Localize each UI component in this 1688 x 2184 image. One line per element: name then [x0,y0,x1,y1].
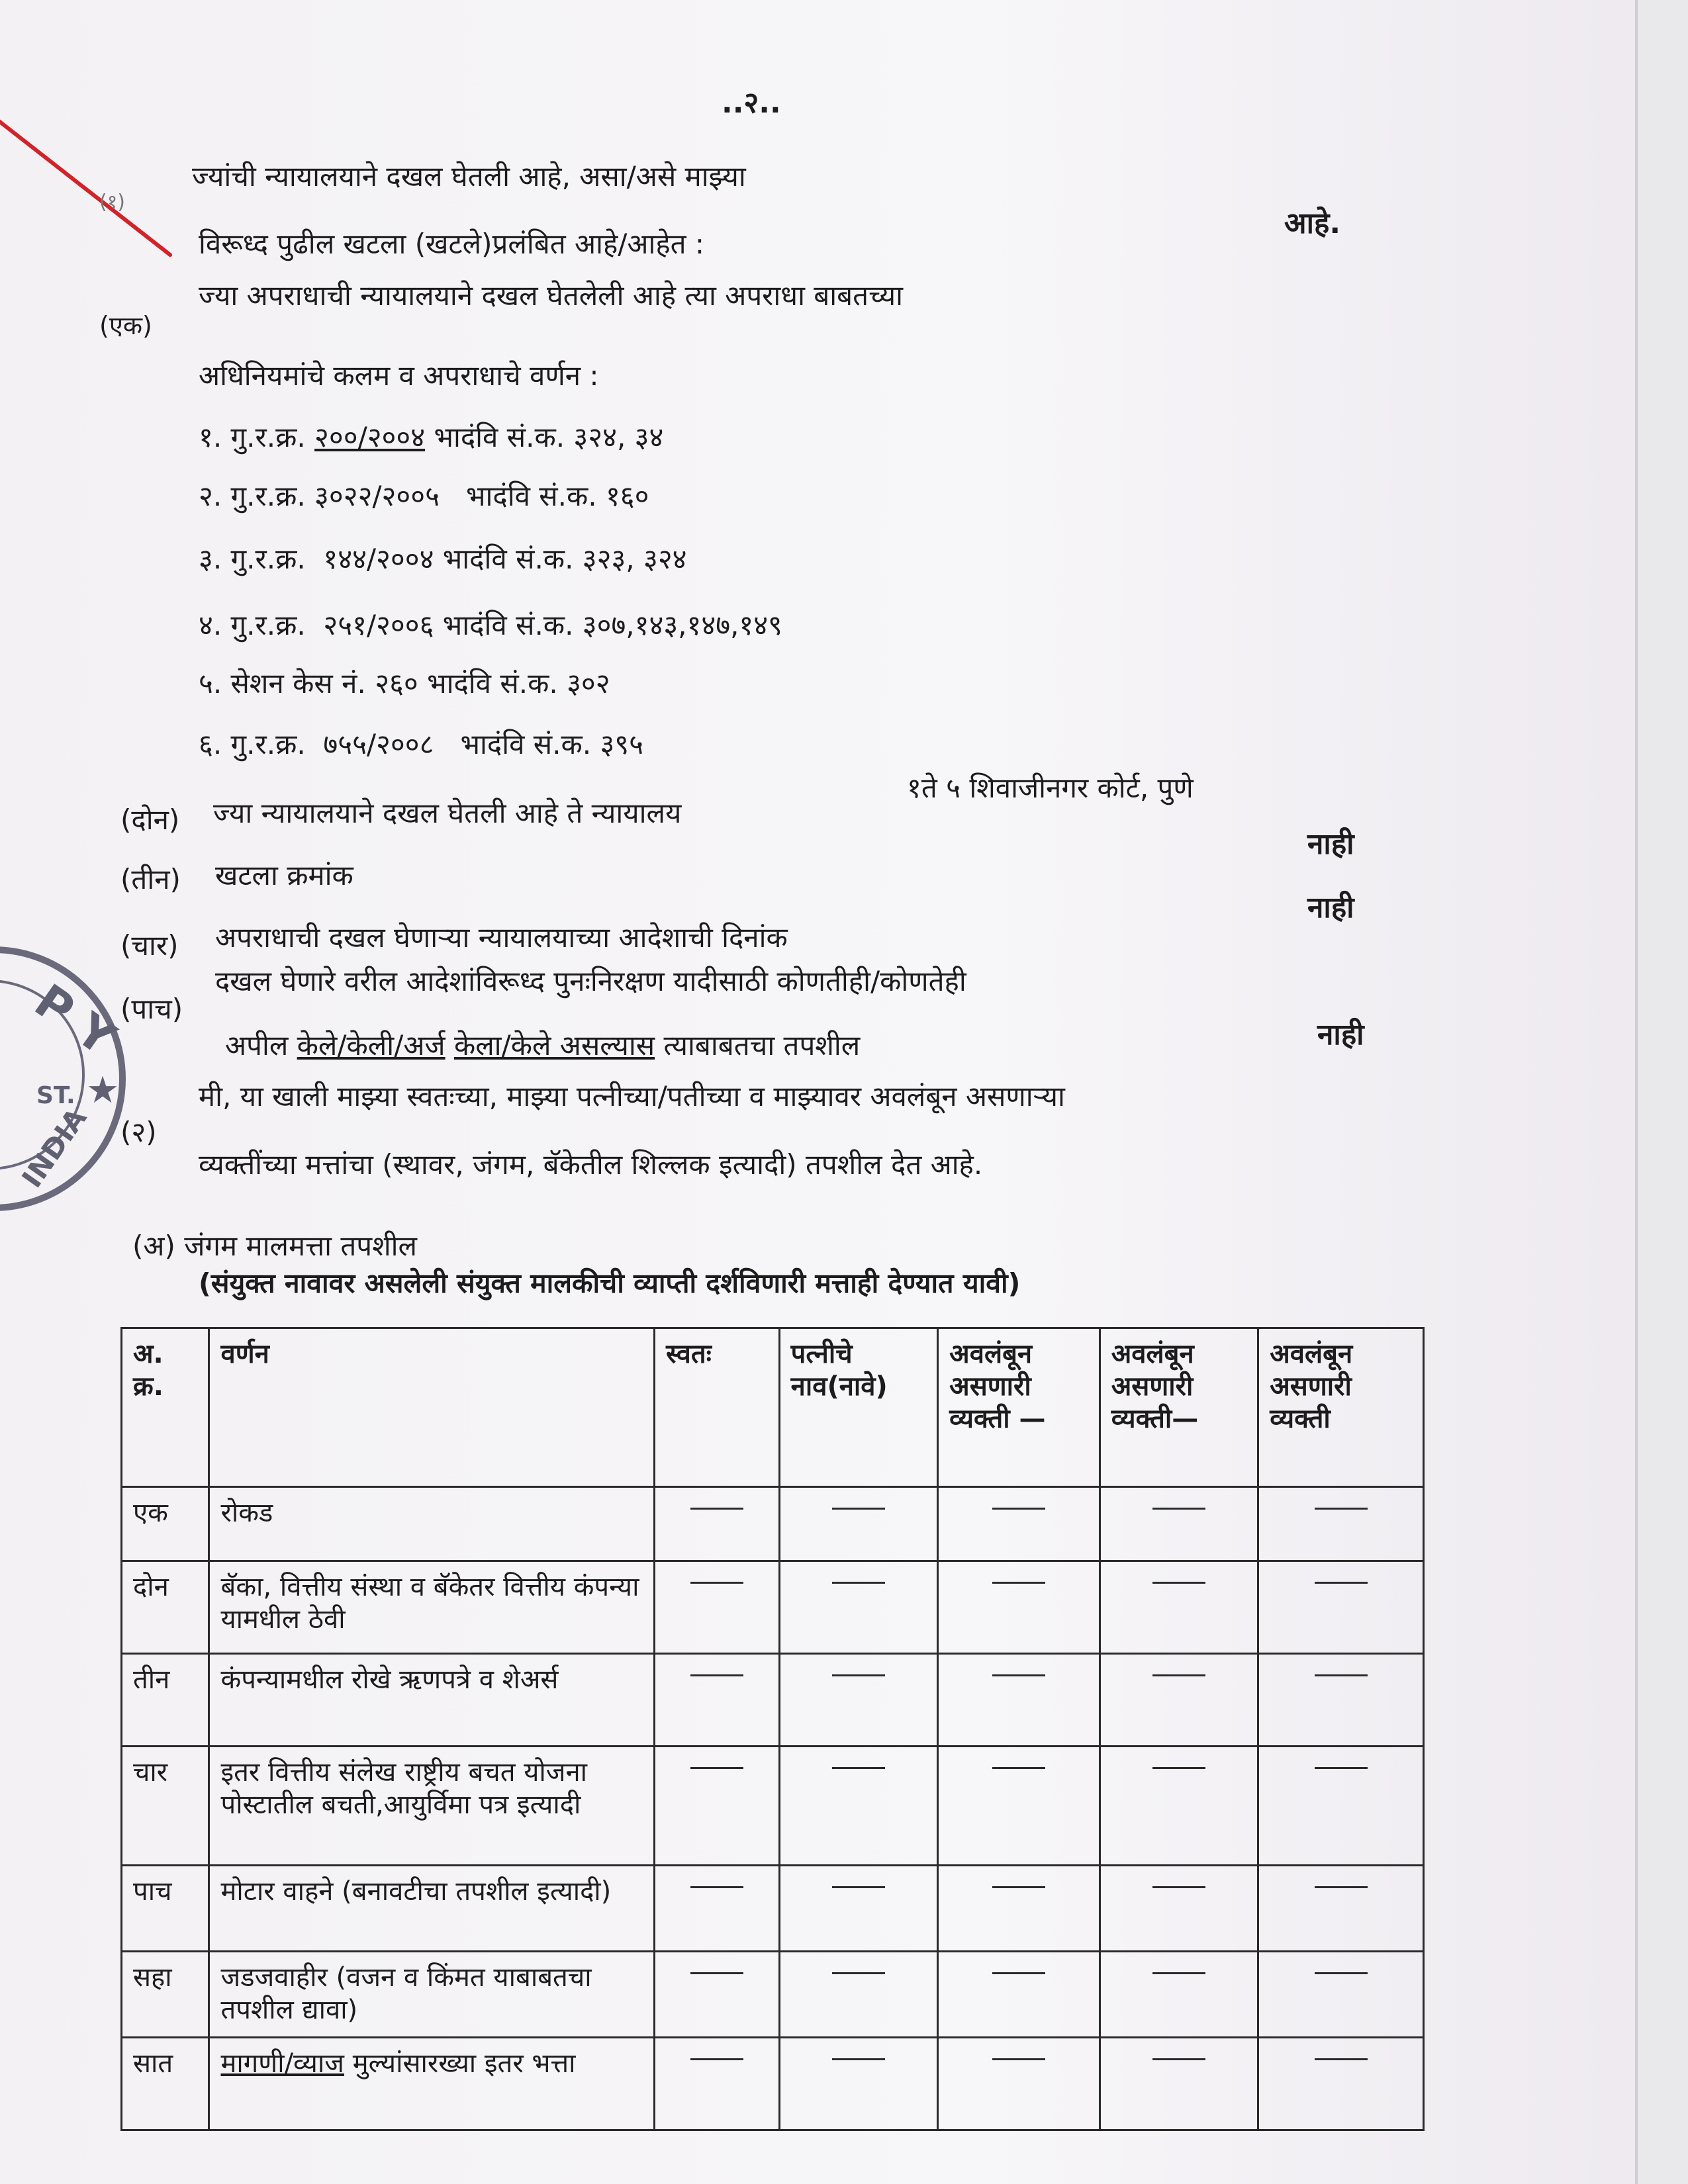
sub-don-text: ज्या न्यायालयाने दखल घेतली आहे ते न्यायालय [213,797,682,829]
row-sr: पाच [122,1866,209,1952]
cell-empty [655,1747,780,1866]
cell-empty [938,1561,1100,1654]
dash-mark [832,1582,885,1584]
cell-empty [1100,1866,1258,1952]
col-header-self: स्वतः [655,1328,780,1487]
page-number: ..२.. [722,86,781,120]
dash-mark [992,1508,1045,1510]
row-description: रोकड [209,1487,655,1561]
cell-empty [1100,1561,1258,1654]
cell-empty [1258,1747,1424,1866]
table-row [122,1654,1424,1747]
dash-mark [1152,2058,1205,2060]
dash-mark [992,1767,1045,1769]
seal-country: INDIA [15,1102,93,1194]
cell-empty [655,1561,780,1654]
seal-letters: P Y [24,974,125,1066]
cell-empty [1258,1487,1424,1561]
sub-ek-line-2: अधिनियमांचे कलम व अपराधाचे वर्णन : [199,359,599,392]
table-row [122,1952,1424,2038]
clause-2-line-1: मी, या खाली माझ्या स्वतःच्या, माझ्या पत्नीच्या/पतीच्या व माझ्यावर अवलंबून असणाऱ्या [199,1080,1065,1113]
dash-mark [992,1582,1045,1584]
sub-char-answer: नाही [1307,891,1354,925]
cell-empty [1258,1952,1424,2038]
row-sr: एक [122,1487,209,1561]
table-row [122,2038,1424,2130]
sub-pach-line-1: दखल घेणारे वरील आदेशांविरूध्द पुनःनिरक्षण यादीसाठी कोणतीही/कोणतेही [215,965,966,997]
cell-empty [1258,1561,1424,1654]
dash-mark [1152,1508,1205,1510]
dash-mark [832,2058,885,2060]
cell-empty [1100,2038,1258,2130]
dash-mark [690,1767,743,1769]
cell-empty [938,1952,1100,2038]
dash-mark [832,1886,885,1888]
cell-empty [655,1654,780,1747]
dash-mark [1315,1582,1368,1584]
row-description: जडजवाहीर (वजन व किंमत याबाबतचा तपशील द्यावा) [209,1952,655,2038]
sub-teen-text: खटला क्रमांक [215,859,353,891]
case-item-5: ५. सेशन केस नं. २६० भादंवि सं.क. ३०२ [199,667,610,700]
cell-empty [938,1747,1100,1866]
cell-empty [655,1866,780,1952]
clause-1-line-1: ज्यांची न्यायालयाने दखल घेतली आहे, असा/असे माझ्या [192,160,746,193]
cell-empty [1258,1654,1424,1747]
cell-empty [655,2038,780,2130]
row-description: कंपन्यामधील रोखे ऋणपत्रे व शेअर्स [209,1654,655,1747]
cell-empty [655,1487,780,1561]
cell-empty [938,1487,1100,1561]
sub-don-answer: १ते ५ शिवाजीनगर कोर्ट, पुणे [907,772,1194,804]
table-row [122,1866,1424,1952]
col-header-spouse: पत्नीचे नाव(नावे) [779,1328,938,1487]
dash-mark [832,1972,885,1974]
table-row [122,1561,1424,1654]
cell-empty [1100,1487,1258,1561]
section-a-note: (संयुक्त नावावर असलेली संयुक्त मालकीची व्याप्ती दर्शविणारी मत्ताही देण्यात यावी) [199,1267,1021,1299]
page-edge [1635,0,1688,2184]
dash-mark [1152,1886,1205,1888]
cell-empty [779,1487,938,1561]
seal-star-icon: ★ [86,1069,120,1112]
dash-mark [1315,1674,1368,1676]
col-header-dependent-2: अवलंबून असणारी व्यक्ती— [1100,1328,1258,1487]
sub-teen-answer: नाही [1307,827,1354,861]
dash-mark [690,1508,743,1510]
cell-empty [1100,1952,1258,2038]
table-row [122,1747,1424,1866]
case-item-1: १. गु.र.क्र. २००/२००४ भादंवि सं.क. ३२४, ३४ [199,421,664,453]
cell-empty [655,1952,780,2038]
cell-empty [779,2038,938,2130]
seal-abbr: ST. [36,1082,75,1109]
col-header-dependent-3: अवलंबून असणारी व्यक्ती [1258,1328,1424,1487]
dash-mark [992,1886,1045,1888]
section-a-heading: (अ) जंगम मालमत्ता तपशील [132,1230,418,1262]
dash-mark [832,1767,885,1769]
cell-empty [1100,1654,1258,1747]
sub-teen-marker: (तीन) [120,863,181,895]
cell-empty [779,1654,938,1747]
row-sr: दोन [122,1561,209,1654]
clause-2-line-2: व्यक्तींच्या मत्तांचा (स्थावर, जंगम, बॅकेतील शिल्लक इत्यादी) तपशील देत आहे. [199,1148,983,1181]
row-description: बॅका, वित्तीय संस्था व बॅकेतर वित्तीय कंपन्या यामधील ठेवी [209,1561,655,1654]
col-header-sr: अ. क्र. [122,1328,209,1487]
sub-pach-marker: (पाच) [120,993,183,1025]
dash-mark [1152,1582,1205,1584]
dash-mark [1315,1972,1368,1974]
case-item-6: ६. गु.र.क्र. ७५५/२००८ भादंवि सं.क. ३९५ [199,728,643,760]
cell-empty [938,2038,1100,2130]
row-description: मागणी/व्याज मुल्यांसारख्या इतर भत्ता [209,2038,655,2130]
case-item-2: २. गु.र.क्र. ३०२२/२००५ भादंवि सं.क. १६० [199,480,649,512]
table-header-row [122,1328,1424,1487]
case-item-3: ३. गु.र.क्र. १४४/२००४ भादंवि सं.क. ३२३, ३२४ [199,543,687,575]
dash-mark [1315,1767,1368,1769]
sub-pach-line-2: अपील केले/केली/अर्ज केला/केले असल्यास त्याबाबतचा तपशील [225,1029,861,1062]
dash-mark [690,1886,743,1888]
clause-1-line-2: विरूध्द पुढील खटला (खटले)प्रलंबित आहे/आहेत : [199,228,705,260]
sub-ek-line-1: ज्या अपराधाची न्यायालयाने दखल घेतलेली आहे त्या अपराधा बाबतच्या [199,279,903,312]
dash-mark [832,1674,885,1676]
dash-mark [690,2058,743,2060]
dash-mark [690,1972,743,1974]
table-row [122,1487,1424,1561]
clause-2-marker: (२) [120,1116,157,1148]
dash-mark [690,1582,743,1584]
cell-empty [938,1654,1100,1747]
sub-don-marker: (दोन) [120,803,180,836]
dash-mark [1315,1508,1368,1510]
sub-char-text: अपराधाची दखल घेणाऱ्या न्यायालयाच्या आदेशाची दिनांक [215,921,788,954]
row-sr: चार [122,1747,209,1866]
cell-empty [779,1561,938,1654]
dash-mark [1315,1886,1368,1888]
clause-1-answer: आहे. [1284,206,1341,240]
dash-mark [1152,1972,1205,1974]
cell-empty [938,1866,1100,1952]
dash-mark [1315,2058,1368,2060]
sub-pach-answer: नाही [1317,1018,1364,1052]
row-sr: तीन [122,1654,209,1747]
cell-empty [779,1747,938,1866]
dash-mark [992,1972,1045,1974]
movable-assets-table [120,1327,1425,2131]
dash-mark [1152,1674,1205,1676]
dash-mark [992,2058,1045,2060]
sub-char-marker: (चार) [120,929,179,962]
sub-ek-marker: (एक) [99,311,152,340]
col-header-dependent-1: अवलंबून असणारी व्यक्ती — [938,1328,1100,1487]
cell-empty [1258,1866,1424,1952]
row-sr: सहा [122,1952,209,2038]
cell-empty [779,1866,938,1952]
cell-empty [1100,1747,1258,1866]
case-item-4: ४. गु.र.क्र. २५१/२००६ भादंवि सं.क. ३०७,१४३,१४७,१४९ [199,609,782,641]
clause-1-marker: (१) [99,191,126,214]
row-description: मोटार वाहने (बनावटीचा तपशील इत्यादी) [209,1866,655,1952]
dash-mark [832,1508,885,1510]
dash-mark [1152,1767,1205,1769]
cell-empty [1258,2038,1424,2130]
row-description: इतर वित्तीय संलेख राष्ट्रीय बचत योजना पोस्टातील बचती,आयुर्विमा पत्र इत्यादी [209,1747,655,1866]
dash-mark [992,1674,1045,1676]
col-header-description: वर्णन [209,1328,655,1487]
cell-empty [779,1952,938,2038]
dash-mark [690,1674,743,1676]
row-sr: सात [122,2038,209,2130]
